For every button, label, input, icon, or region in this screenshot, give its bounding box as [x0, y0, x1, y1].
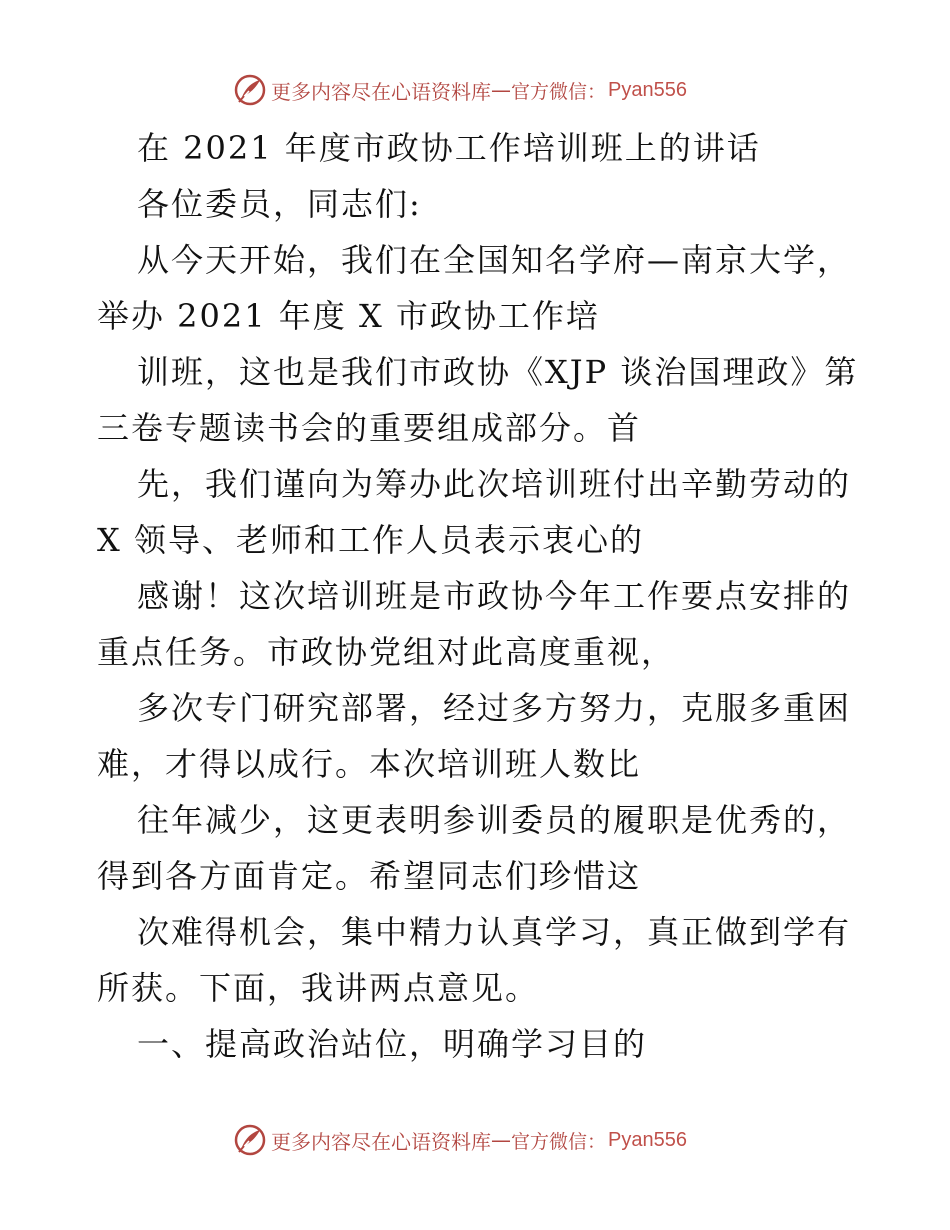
document-title: 在 2021 年度市政协工作培训班上的讲话 — [137, 129, 761, 167]
header-watermark-banner — [233, 73, 753, 107]
banner-wechat-label: 官方微信： — [511, 80, 607, 103]
paragraph-line: 所获。下面，我讲两点意见。 — [97, 969, 540, 1007]
paragraph-line: 难，才得以成行。本次培训班人数比 — [97, 745, 642, 783]
paragraph-line: 举办 2021 年度 X 市政协工作培 — [97, 297, 600, 335]
paragraph-line: 得到各方面肯定。希望同志们珍惜这 — [97, 857, 642, 895]
paragraph-line: 三卷专题读书会的重要组成部分。首 — [97, 409, 642, 447]
banner-dash: — — [491, 78, 511, 102]
feather-quill-logo-icon — [233, 1123, 267, 1157]
section-heading: 一、提高政治站位，明确学习目的 — [137, 1025, 648, 1063]
paragraph-line: 感谢！这次培训班是市政协今年工作要点安排的 — [137, 577, 852, 615]
paragraph-line: 从今天开始，我们在全国知名学府—南京大学， — [137, 241, 852, 279]
paragraph-line: 多次专门研究部署，经过多方努力，克服多重困 — [137, 689, 852, 727]
paragraph-line: 重点任务。市政协党组对此高度重视， — [97, 633, 676, 671]
feather-quill-logo-icon — [233, 73, 267, 107]
document-body — [97, 120, 857, 1072]
paragraph-line: 训班，这也是我们市政协《XJP 谈治国理政》第 — [137, 353, 859, 391]
banner-dash: — — [491, 1128, 511, 1152]
footer-watermark-banner — [233, 1123, 753, 1157]
banner-wechat-handle: Pyan556 — [608, 1128, 687, 1151]
banner-wechat-handle: Pyan556 — [608, 78, 687, 101]
banner-wechat-label: 官方微信： — [511, 1130, 607, 1153]
paragraph-line: 先，我们谨向为筹办此次培训班付出辛勤劳动的 — [137, 465, 852, 503]
paragraph-line: 次难得机会，集中精力认真学习，真正做到学有 — [137, 913, 852, 951]
paragraph-line: 往年减少，这更表明参训委员的履职是优秀的， — [137, 801, 852, 839]
banner-slogan: 更多内容尽在心语资料库 — [271, 1129, 491, 1154]
salutation: 各位委员，同志们: — [137, 185, 422, 223]
banner-slogan: 更多内容尽在心语资料库 — [271, 79, 491, 104]
paragraph-line: X 领导、老师和工作人员表示衷心的 — [97, 521, 644, 559]
